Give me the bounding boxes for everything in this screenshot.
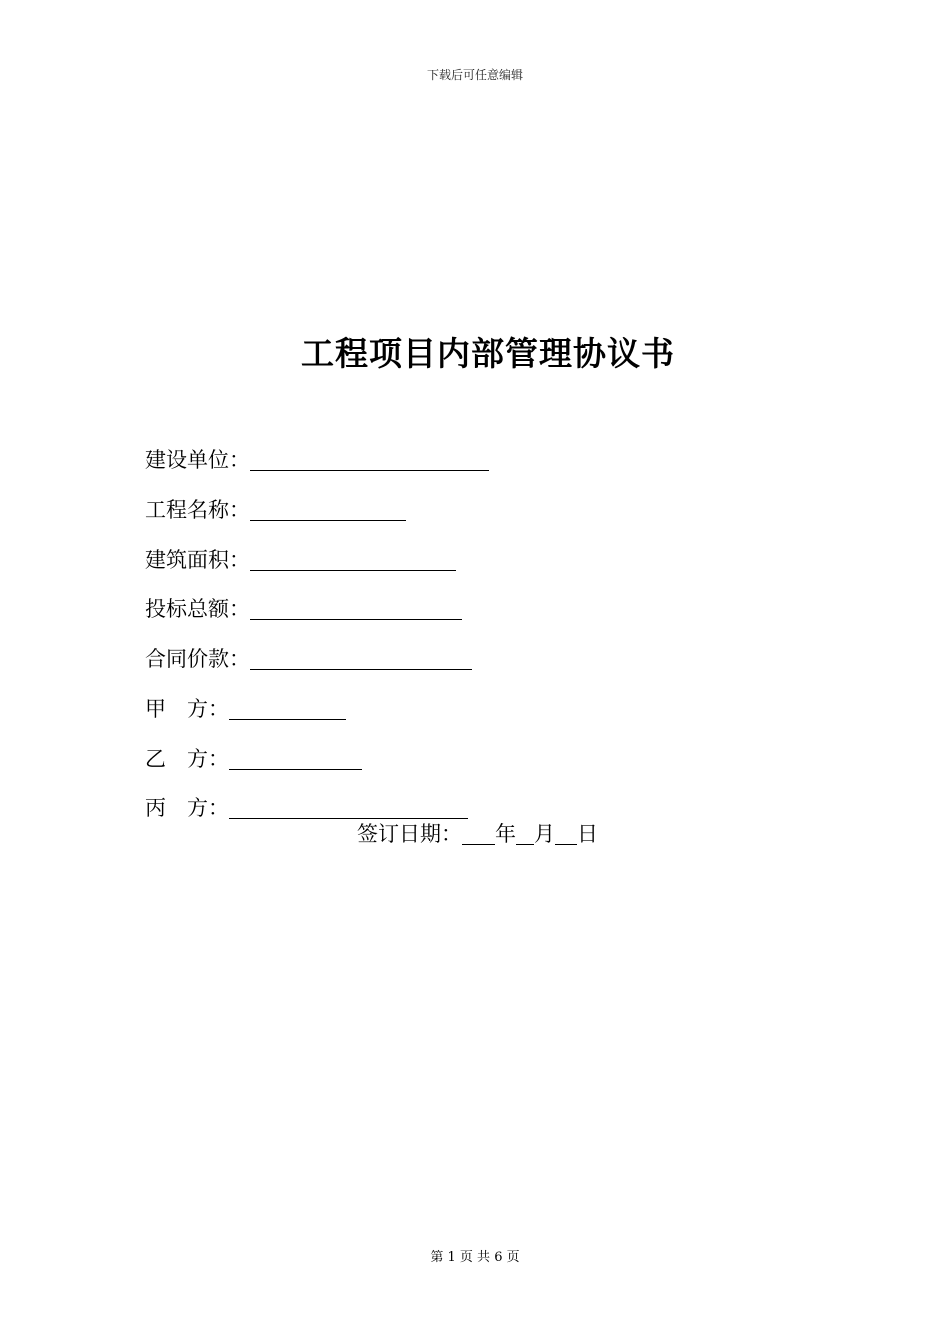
field-party-a xyxy=(145,693,346,723)
field-label: 投标总额： xyxy=(145,597,250,621)
field-project-name xyxy=(145,494,406,524)
field-party-b xyxy=(145,743,362,773)
page-number: 第 1 页 共 6 页 xyxy=(430,1250,520,1265)
month-blank xyxy=(516,843,534,845)
sign-date-label: 签订日期： xyxy=(357,822,462,846)
fill-in-line xyxy=(229,768,362,770)
fill-in-line xyxy=(250,618,462,620)
day-blank xyxy=(555,843,577,845)
year-unit: 年 xyxy=(495,822,516,846)
field-building-area xyxy=(145,544,456,574)
fill-in-line xyxy=(250,469,489,471)
document-title: 工程项目内部管理协议书 xyxy=(301,334,675,373)
field-contract-price xyxy=(145,643,472,673)
fill-in-line xyxy=(250,519,406,521)
field-label: 甲 方： xyxy=(145,697,229,721)
month-unit: 月 xyxy=(534,822,555,846)
field-label: 丙 方： xyxy=(145,796,229,820)
day-unit: 日 xyxy=(577,822,598,846)
field-bid-total xyxy=(145,593,462,623)
header-note: 下载后可任意编辑 xyxy=(426,68,523,82)
fill-in-line xyxy=(250,569,456,571)
field-construction-unit xyxy=(145,444,489,474)
field-label: 合同价款： xyxy=(145,647,250,671)
fill-in-line xyxy=(229,718,346,720)
field-label: 工程名称： xyxy=(145,498,250,522)
field-label: 建筑面积： xyxy=(145,548,250,572)
sign-date xyxy=(357,818,598,848)
year-blank xyxy=(462,843,495,845)
field-label: 乙 方： xyxy=(145,747,229,771)
field-label: 建设单位： xyxy=(145,448,250,472)
fill-in-line xyxy=(250,668,472,670)
